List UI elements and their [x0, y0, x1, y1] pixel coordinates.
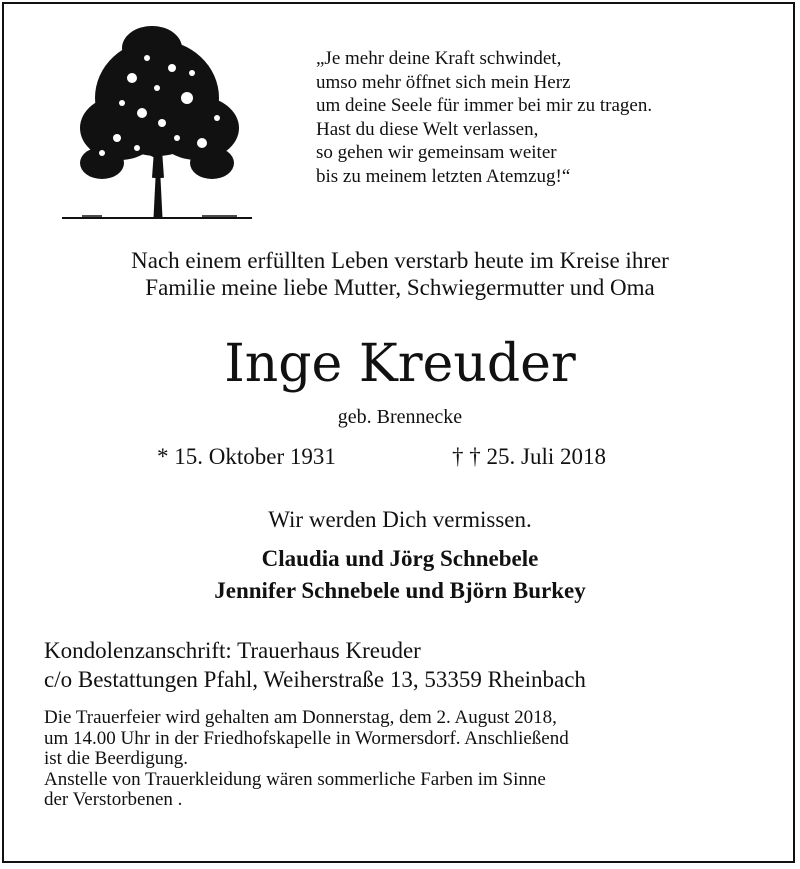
poem-line: Hast du diese Welt verlassen,	[316, 118, 539, 140]
notes-line: ist die Beerdigung.	[44, 748, 189, 769]
poem-line: umso mehr öffnet sich mein Herz	[316, 71, 571, 93]
tree-icon	[62, 18, 252, 223]
notes-line: Anstelle von Trauerkleidung wären sommerliche Farben im Sinne	[44, 768, 546, 790]
poem-line: „Je mehr deine Kraft schwindet,	[316, 48, 562, 69]
address-line: c/o Bestattungen Pfahl, Weiherstraße 13, 53359 Rheinbach	[44, 667, 586, 692]
poem	[316, 47, 652, 188]
poem-line: so gehen wir gemeinsam weiter	[316, 142, 557, 163]
notes-line: der Verstorbenen .	[44, 789, 183, 810]
poem-line: bis zu meinem letzten Atemzug!“	[316, 165, 571, 187]
farewell-text: Wir werden Dich vermissen.	[268, 507, 532, 532]
death-date: † † 25. Juli 2018	[452, 444, 606, 469]
notes-line: um 14.00 Uhr in der Friedhofskapelle in Wormersdorf. Anschließend	[44, 727, 569, 749]
mourners	[0, 543, 800, 607]
mourner-line: Jennifer Schnebele und Björn Burkey	[214, 578, 586, 603]
intro-line: Familie meine liebe Mutter, Schwiegermutter und Oma	[145, 275, 655, 300]
address-line: Kondolenzanschrift: Trauerhaus Kreuder	[44, 638, 421, 663]
funeral-notes	[44, 708, 760, 811]
notes-line: Die Trauerfeier wird gehalten am Donnerstag, dem 2. August 2018,	[44, 707, 557, 728]
condolence-address	[44, 636, 586, 694]
intro-text	[0, 247, 800, 301]
deceased-name: Inge Kreuder	[224, 334, 576, 394]
intro-line: Nach einem erfüllten Leben verstarb heute im Kreise ihrer	[131, 248, 669, 273]
birth-name: geb. Brennecke	[337, 406, 463, 428]
birth-date: * 15. Oktober 1931	[157, 444, 336, 469]
poem-line: um deine Seele für immer bei mir zu tragen.	[316, 95, 653, 116]
mourner-line: Claudia und Jörg Schnebele	[261, 546, 539, 571]
